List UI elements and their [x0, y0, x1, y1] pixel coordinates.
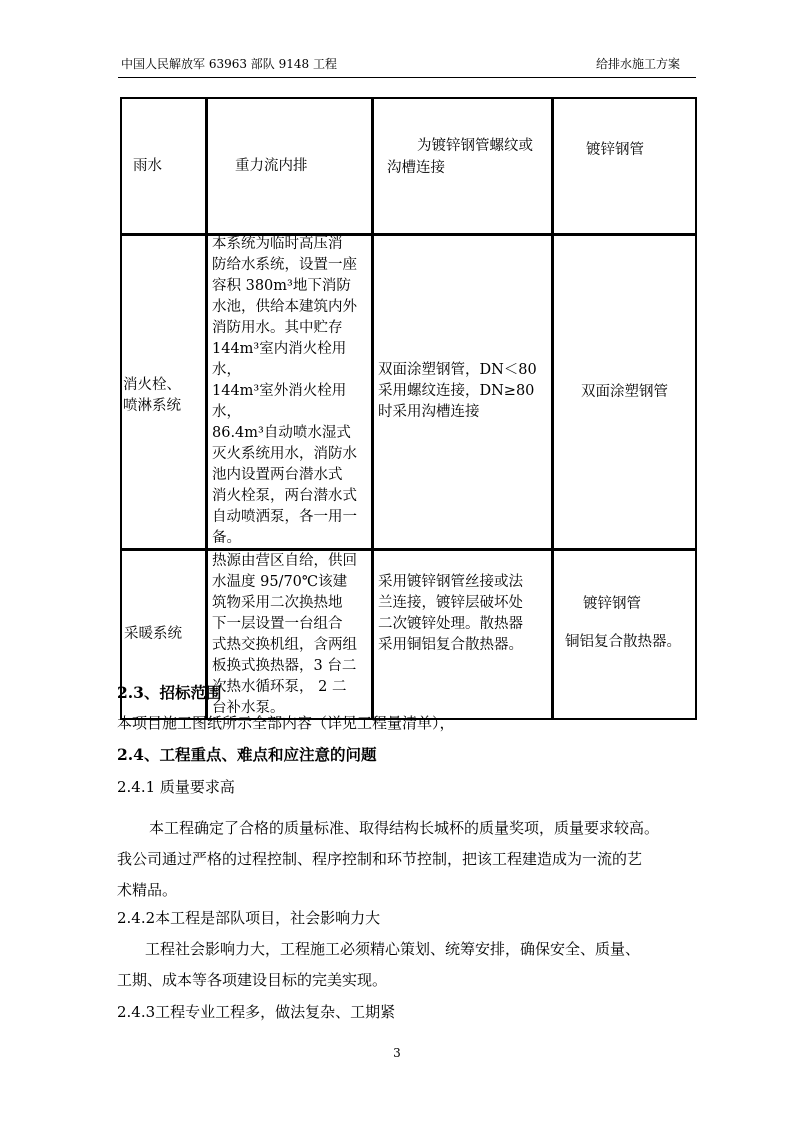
cell-text-line: 采用镀锌钢管丝接或法	[378, 574, 523, 590]
paragraph-line: 本工程确定了合格的质量标准、取得结构长城杯的质量奖项，质量要求较高。	[149, 819, 660, 837]
table-row	[121, 235, 697, 550]
cell-text: 雨水	[133, 157, 162, 174]
cell-text: 重力流内排	[235, 157, 308, 174]
cell-text-line: 自动喷洒泵，各一用一	[212, 509, 357, 525]
cell-text-line: 备。	[212, 530, 241, 546]
header-divider	[118, 77, 696, 78]
cell-text-line: 采用铜铝复合散热器。	[378, 637, 523, 653]
cell-text: 采暖系统	[124, 626, 182, 642]
section-2-4-2-paragraph	[117, 934, 697, 996]
page-number: 3	[393, 1046, 401, 1060]
cell-text-line: 热源由营区自给，供回	[212, 553, 357, 569]
cell-text-line: 时采用沟槽连接	[378, 403, 480, 420]
cell-text-line: 式热交换机组，含两组	[212, 637, 357, 653]
section-2-4-heading: 2.4、工程重点、难点和应注意的问题	[117, 745, 377, 764]
cell-text-line: 水池，供给本建筑内外	[212, 299, 357, 315]
cell-text-line: 池内设置两台潜水式	[212, 467, 343, 483]
cell-text: 双面涂塑钢管	[581, 383, 668, 400]
paragraph-line: 术精品。	[117, 881, 178, 899]
table-cell-method	[373, 98, 553, 235]
table-cell-scope	[207, 98, 373, 235]
table-cell-scope	[207, 235, 373, 550]
cell-text-line: 消火栓泵，两台潜水式	[212, 488, 357, 504]
cell-text-line: 喷淋系统	[123, 398, 181, 414]
section-2-4-2-heading: 2.4.2本工程是部队项目，社会影响力大	[117, 909, 381, 927]
table-cell-system-name	[121, 235, 207, 550]
table-cell-material	[553, 98, 697, 235]
page-header	[118, 55, 696, 75]
table-row	[121, 98, 697, 235]
table-cell-method	[373, 235, 553, 550]
cell-text-line: 容积 380m³地下消防	[212, 278, 351, 294]
cell-text-line: 镀锌钢管	[583, 595, 641, 612]
cell-text-line: 144m³室外消火栓用水，	[212, 383, 347, 420]
cell-text-line: 筑物采用二次换热地	[212, 595, 343, 611]
cell-text-line: 下一层设置一台组合	[212, 616, 343, 632]
system-spec-table	[120, 97, 697, 720]
cell-text-line: 次热水循环泵， 2 二	[212, 679, 347, 695]
table-cell-material	[553, 235, 697, 550]
paragraph-line: 工期、成本等各项建设目标的完美实现。	[117, 971, 388, 989]
section-2-4-3-heading: 2.4.3工程专业工程多，做法复杂、工期紧	[117, 1003, 396, 1021]
cell-text-line: 86.4m³自动喷水湿式	[212, 425, 351, 441]
cell-text-line: 消火栓、	[123, 377, 181, 393]
cell-text-line: 本系统为临时高压消	[212, 236, 343, 252]
cell-text: 为镀锌钢管螺纹或沟槽连接	[387, 138, 533, 176]
cell-text-line: 二次镀锌处理。散热器	[378, 616, 523, 632]
header-document-title: 给排水施工方案	[595, 57, 680, 71]
cell-text-line: 兰连接，镀锌层破坏处	[378, 595, 523, 611]
cell-text-line: 144m³室内消火栓用水，	[212, 341, 347, 378]
paragraph-line: 工程社会影响力大，工程施工必须精心策划、统筹安排，确保安全、质量、	[145, 940, 641, 958]
cell-text-line: 防给水系统，设置一座	[212, 257, 357, 273]
cell-text: 镀锌钢管	[586, 142, 644, 158]
section-2-3-text: 本项目施工图纸所示全部内容（详见工程量清单），	[117, 714, 455, 732]
table-cell-system-name	[121, 98, 207, 235]
cell-text-line: 消防用水。其中贮存	[212, 320, 343, 336]
cell-text-line: 水温度 95/70℃该建	[212, 574, 348, 590]
section-2-4-1-paragraph	[117, 813, 697, 906]
section-2-4-1-heading: 2.4.1 质量要求高	[117, 778, 235, 796]
cell-text-line: 板换式换热器，3 台二	[212, 658, 357, 674]
header-project-name: 中国人民解放军 63963 部队 9148 工程	[121, 57, 337, 71]
cell-text-line: 采用螺纹连接，DN≥80	[378, 382, 535, 399]
paragraph-line: 我公司通过严格的过程控制、程序控制和环节控制，把该工程建造成为一流的艺	[117, 850, 643, 868]
cell-text-line: 台补水泵。	[212, 700, 285, 716]
section-2-3-heading: 2.3、招标范围	[117, 683, 222, 702]
cell-text-line: 铜铝复合散热器。	[565, 633, 681, 650]
cell-text-line: 灭火系统用水，消防水	[212, 446, 357, 462]
cell-text-line: 双面涂塑钢管，DN＜80	[378, 361, 537, 378]
